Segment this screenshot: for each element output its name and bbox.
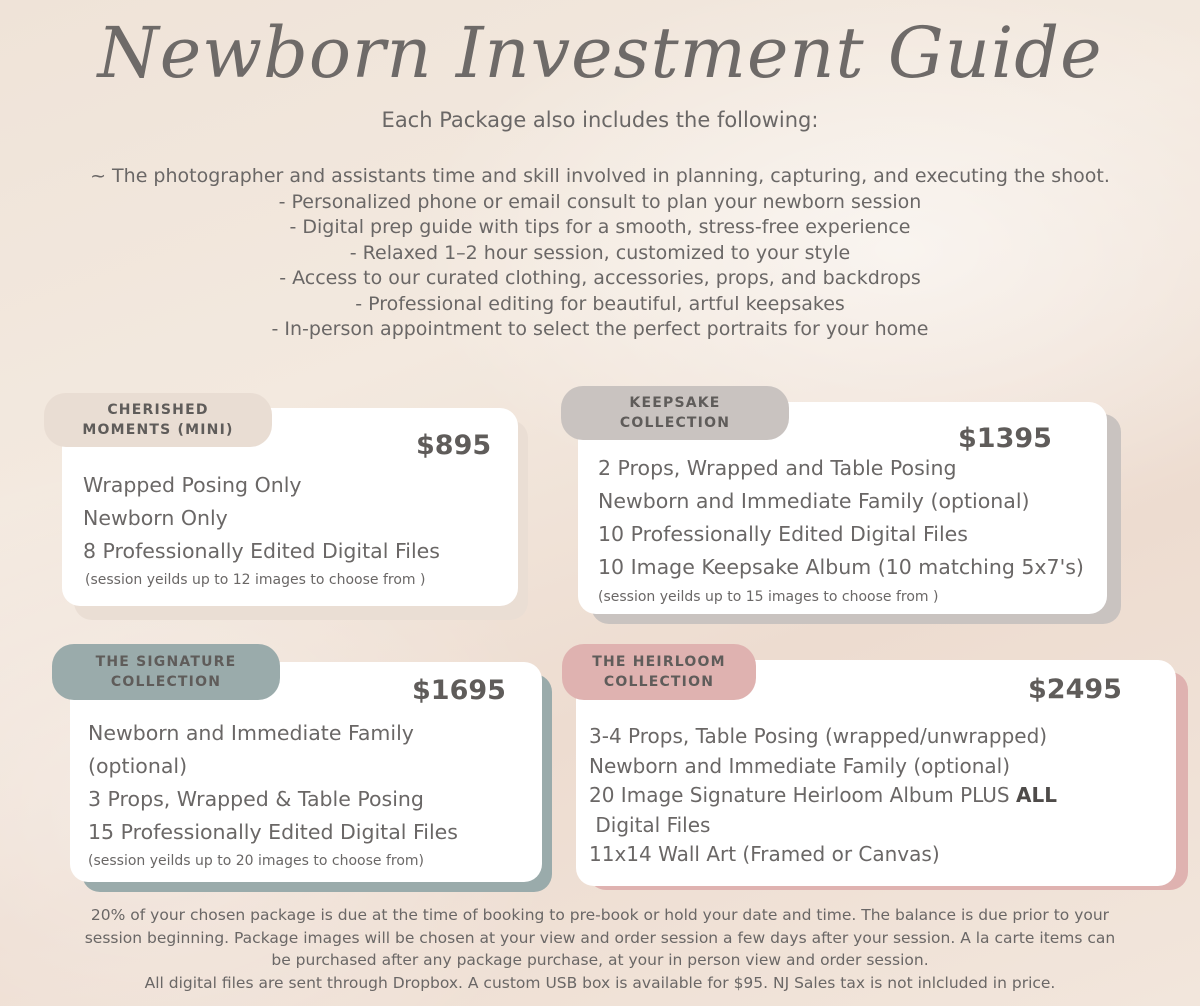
footer-line: session beginning. Package images will be chosen at your view and order session a few days after your session. A la carte items can bbox=[84, 928, 1116, 947]
package-features bbox=[83, 469, 440, 568]
package-tag bbox=[52, 644, 280, 700]
included-item: - Personalized phone or email consult to plan your newborn session bbox=[278, 190, 922, 213]
package-tag bbox=[561, 386, 789, 440]
package-note: (session yeilds up to 15 images to choose from ) bbox=[598, 589, 939, 605]
package-tag bbox=[562, 644, 756, 700]
included-item: ~ The photographer and assistants time and skill involved in planning, capturing, and executing the shoot. bbox=[90, 165, 1110, 187]
package-feature: 8 Professionally Edited Digital Files bbox=[83, 539, 440, 563]
package-feature: (optional) bbox=[88, 754, 188, 778]
package-tag-line: THE SIGNATURE bbox=[95, 654, 237, 670]
package-feature: 10 Image Keepsake Album (10 matching 5x7's) bbox=[598, 555, 1084, 579]
page-subtitle: Each Package also includes the following: bbox=[381, 108, 819, 132]
footer-terms bbox=[0, 904, 1200, 994]
package-price: $895 bbox=[416, 430, 492, 461]
package-features bbox=[88, 717, 458, 849]
included-items-list bbox=[0, 164, 1200, 343]
package-tag-line: CHERISHED bbox=[107, 402, 209, 418]
package-feature: Newborn Only bbox=[83, 506, 228, 530]
package-feature bbox=[589, 781, 1057, 811]
footer-line: 20% of your chosen package is due at the time of booking to pre-book or hold your date and time. The balance is due prior to your bbox=[90, 906, 1110, 924]
included-item: - Professional editing for beautiful, artful keepsakes bbox=[355, 292, 845, 315]
package-tag bbox=[44, 393, 272, 447]
package-feature-text: 20 Image Signature Heirloom Album PLUS bbox=[589, 783, 1016, 807]
package-price: $1695 bbox=[412, 675, 506, 706]
package-price: $1395 bbox=[958, 423, 1052, 454]
package-tag-line: COLLECTION bbox=[110, 674, 222, 690]
package-feature: 3-4 Props, Table Posing (wrapped/unwrapped) bbox=[589, 724, 1048, 748]
package-feature: 11x14 Wall Art (Framed or Canvas) bbox=[589, 842, 940, 866]
package-tag-line: COLLECTION bbox=[603, 674, 715, 690]
package-feature: 15 Professionally Edited Digital Files bbox=[88, 820, 458, 844]
included-item: - In-person appointment to select the perfect portraits for your home bbox=[271, 318, 929, 340]
package-price: $2495 bbox=[1028, 674, 1122, 705]
package-feature: 3 Props, Wrapped & Table Posing bbox=[88, 787, 424, 811]
package-feature: Wrapped Posing Only bbox=[83, 473, 302, 497]
package-note: (session yeilds up to 12 images to choose from ) bbox=[85, 572, 426, 588]
footer-line: All digital files are sent through Dropbox. A custom USB box is available for $95. NJ Sales tax is not inlcluded in price. bbox=[144, 973, 1056, 992]
package-feature: Digital Files bbox=[589, 812, 711, 837]
included-item: - Access to our curated clothing, accessories, props, and backdrops bbox=[279, 267, 921, 289]
package-features bbox=[598, 452, 1084, 584]
package-tag-line: COLLECTION bbox=[619, 415, 731, 431]
package-tag-line: THE HEIRLOOM bbox=[592, 654, 726, 670]
package-feature: 10 Professionally Edited Digital Files bbox=[598, 522, 968, 546]
package-features bbox=[589, 722, 1057, 870]
included-item: - Relaxed 1–2 hour session, customized to your style bbox=[349, 241, 851, 264]
package-feature: Newborn and Immediate Family bbox=[88, 721, 414, 745]
package-note: (session yeilds up to 20 images to choose from) bbox=[88, 853, 424, 869]
package-feature: Newborn and Immediate Family (optional) bbox=[589, 753, 1010, 778]
included-item: - Digital prep guide with tips for a smooth, stress-free experience bbox=[289, 216, 911, 238]
package-tag-line: KEEPSAKE bbox=[629, 395, 721, 411]
package-feature: 2 Props, Wrapped and Table Posing bbox=[598, 456, 957, 480]
package-feature: Newborn and Immediate Family (optional) bbox=[598, 489, 1030, 513]
page-title: Newborn Investment Guide bbox=[97, 12, 1103, 94]
footer-line: be purchased after any package purchase, at your in person view and order session. bbox=[271, 951, 929, 969]
package-feature-emphasis: ALL bbox=[1015, 783, 1057, 807]
package-tag-line: MOMENTS (MINI) bbox=[82, 422, 234, 438]
